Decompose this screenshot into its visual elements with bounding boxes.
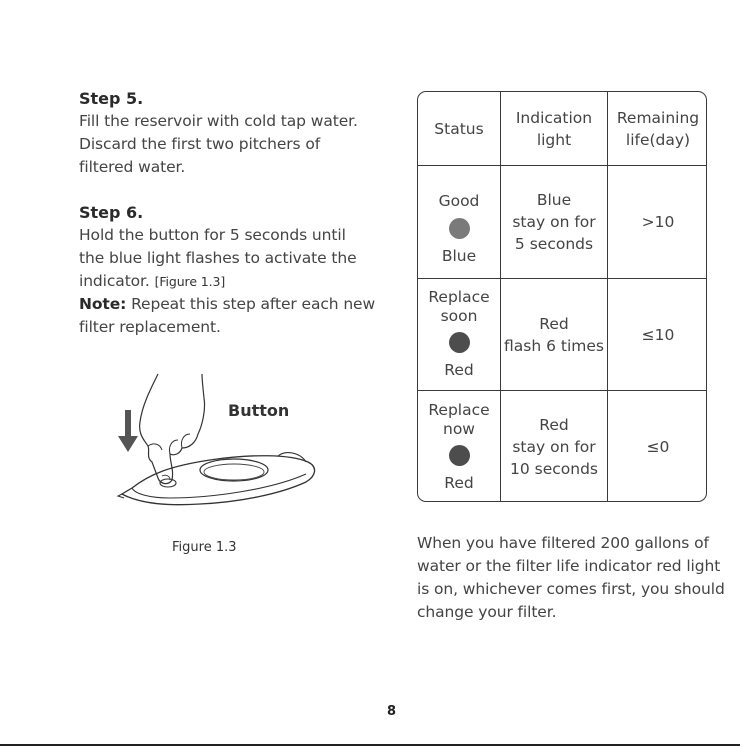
indication-line: Red: [539, 314, 569, 333]
status-label: Replace: [428, 400, 490, 419]
status-label-line-2: now: [443, 419, 475, 438]
note-label: Note:: [79, 295, 127, 313]
bottom-divider: [0, 744, 740, 746]
indicator-status-table: [417, 91, 707, 502]
figure-caption: Figure 1.3: [172, 540, 237, 555]
row-replace-now-remaining: [608, 391, 707, 502]
indication-line: 5 seconds: [514, 235, 594, 253]
step6-line-3: [79, 270, 375, 293]
header-status: [418, 92, 500, 165]
step5-line-3: filtered water.: [79, 158, 186, 176]
header-remaining: [608, 92, 707, 165]
header-indication-line-1: Indication: [515, 108, 593, 127]
indication-line: stay on for: [512, 213, 596, 231]
row-replace-now-status: [418, 391, 500, 502]
note-text: Repeat this step after each new: [126, 295, 376, 313]
indication-line: Blue: [536, 191, 572, 209]
row-replace-now-indication: [501, 391, 607, 502]
note-paragraph-line-1: When you have filtered 200 gallons of: [417, 534, 709, 552]
button-callout-label: Button: [228, 401, 290, 420]
step6-heading: Step 6.: [79, 203, 144, 222]
note-paragraph-line-4: change your filter.: [417, 603, 557, 621]
row-replace-soon-status: [418, 279, 500, 390]
step5-line-1: Fill the reservoir with cold tap water.: [79, 112, 358, 130]
step5-line-2: Discard the first two pitchers of: [79, 135, 321, 153]
row-replace-soon-indication: [501, 279, 607, 390]
note-paragraph-line-3: is on, whichever comes first, you should: [417, 580, 725, 598]
header-indication: [501, 92, 607, 165]
note-line-2: filter replacement.: [79, 318, 221, 336]
step6-text: [79, 224, 375, 339]
step5-heading: Step 5.: [79, 89, 144, 108]
red-indicator-dot-icon: [449, 332, 470, 353]
header-remaining-line-1: Remaining: [616, 108, 700, 127]
pitcher-lid-illustration: [110, 370, 325, 510]
status-label: Good: [438, 191, 480, 210]
light-color-label: Blue: [441, 246, 477, 265]
row-good-indication: [501, 166, 607, 278]
remaining-value: ≤0: [646, 438, 670, 456]
remaining-value: >10: [641, 213, 675, 231]
filter-change-note: [417, 532, 725, 624]
step6-line-3-text: indicator.: [79, 272, 150, 290]
figure-reference: [Figure 1.3]: [154, 274, 226, 289]
indication-line: Red: [539, 416, 569, 434]
header-status-label: Status: [434, 119, 484, 138]
header-remaining-line-2: life(day): [625, 130, 691, 149]
indication-line: stay on for: [512, 438, 596, 456]
row-replace-soon-remaining: [608, 279, 707, 390]
indication-line: flash 6 times: [504, 336, 604, 355]
step6-line-2: the blue light flashes to activate the: [79, 249, 357, 267]
header-indication-line-2: light: [536, 130, 572, 149]
status-label: Replace: [428, 288, 490, 306]
page-number: 8: [387, 704, 397, 719]
step5-text: [79, 110, 358, 179]
note-paragraph-line-2: water or the filter life indicator red light: [417, 557, 721, 575]
indication-line: 10 seconds: [509, 460, 598, 478]
note-line: [79, 293, 375, 316]
down-arrow-icon: [118, 410, 138, 452]
step6-line-1: Hold the button for 5 seconds until: [79, 226, 346, 244]
red-indicator-dot-icon: [449, 445, 470, 466]
status-label-line-2: soon: [440, 307, 478, 325]
light-color-label: Red: [444, 473, 474, 492]
remaining-value: ≤10: [641, 325, 675, 344]
light-color-label: Red: [444, 361, 474, 379]
row-good-status: [418, 178, 500, 278]
blue-indicator-dot-icon: [449, 218, 470, 239]
row-good-remaining: [608, 166, 707, 278]
